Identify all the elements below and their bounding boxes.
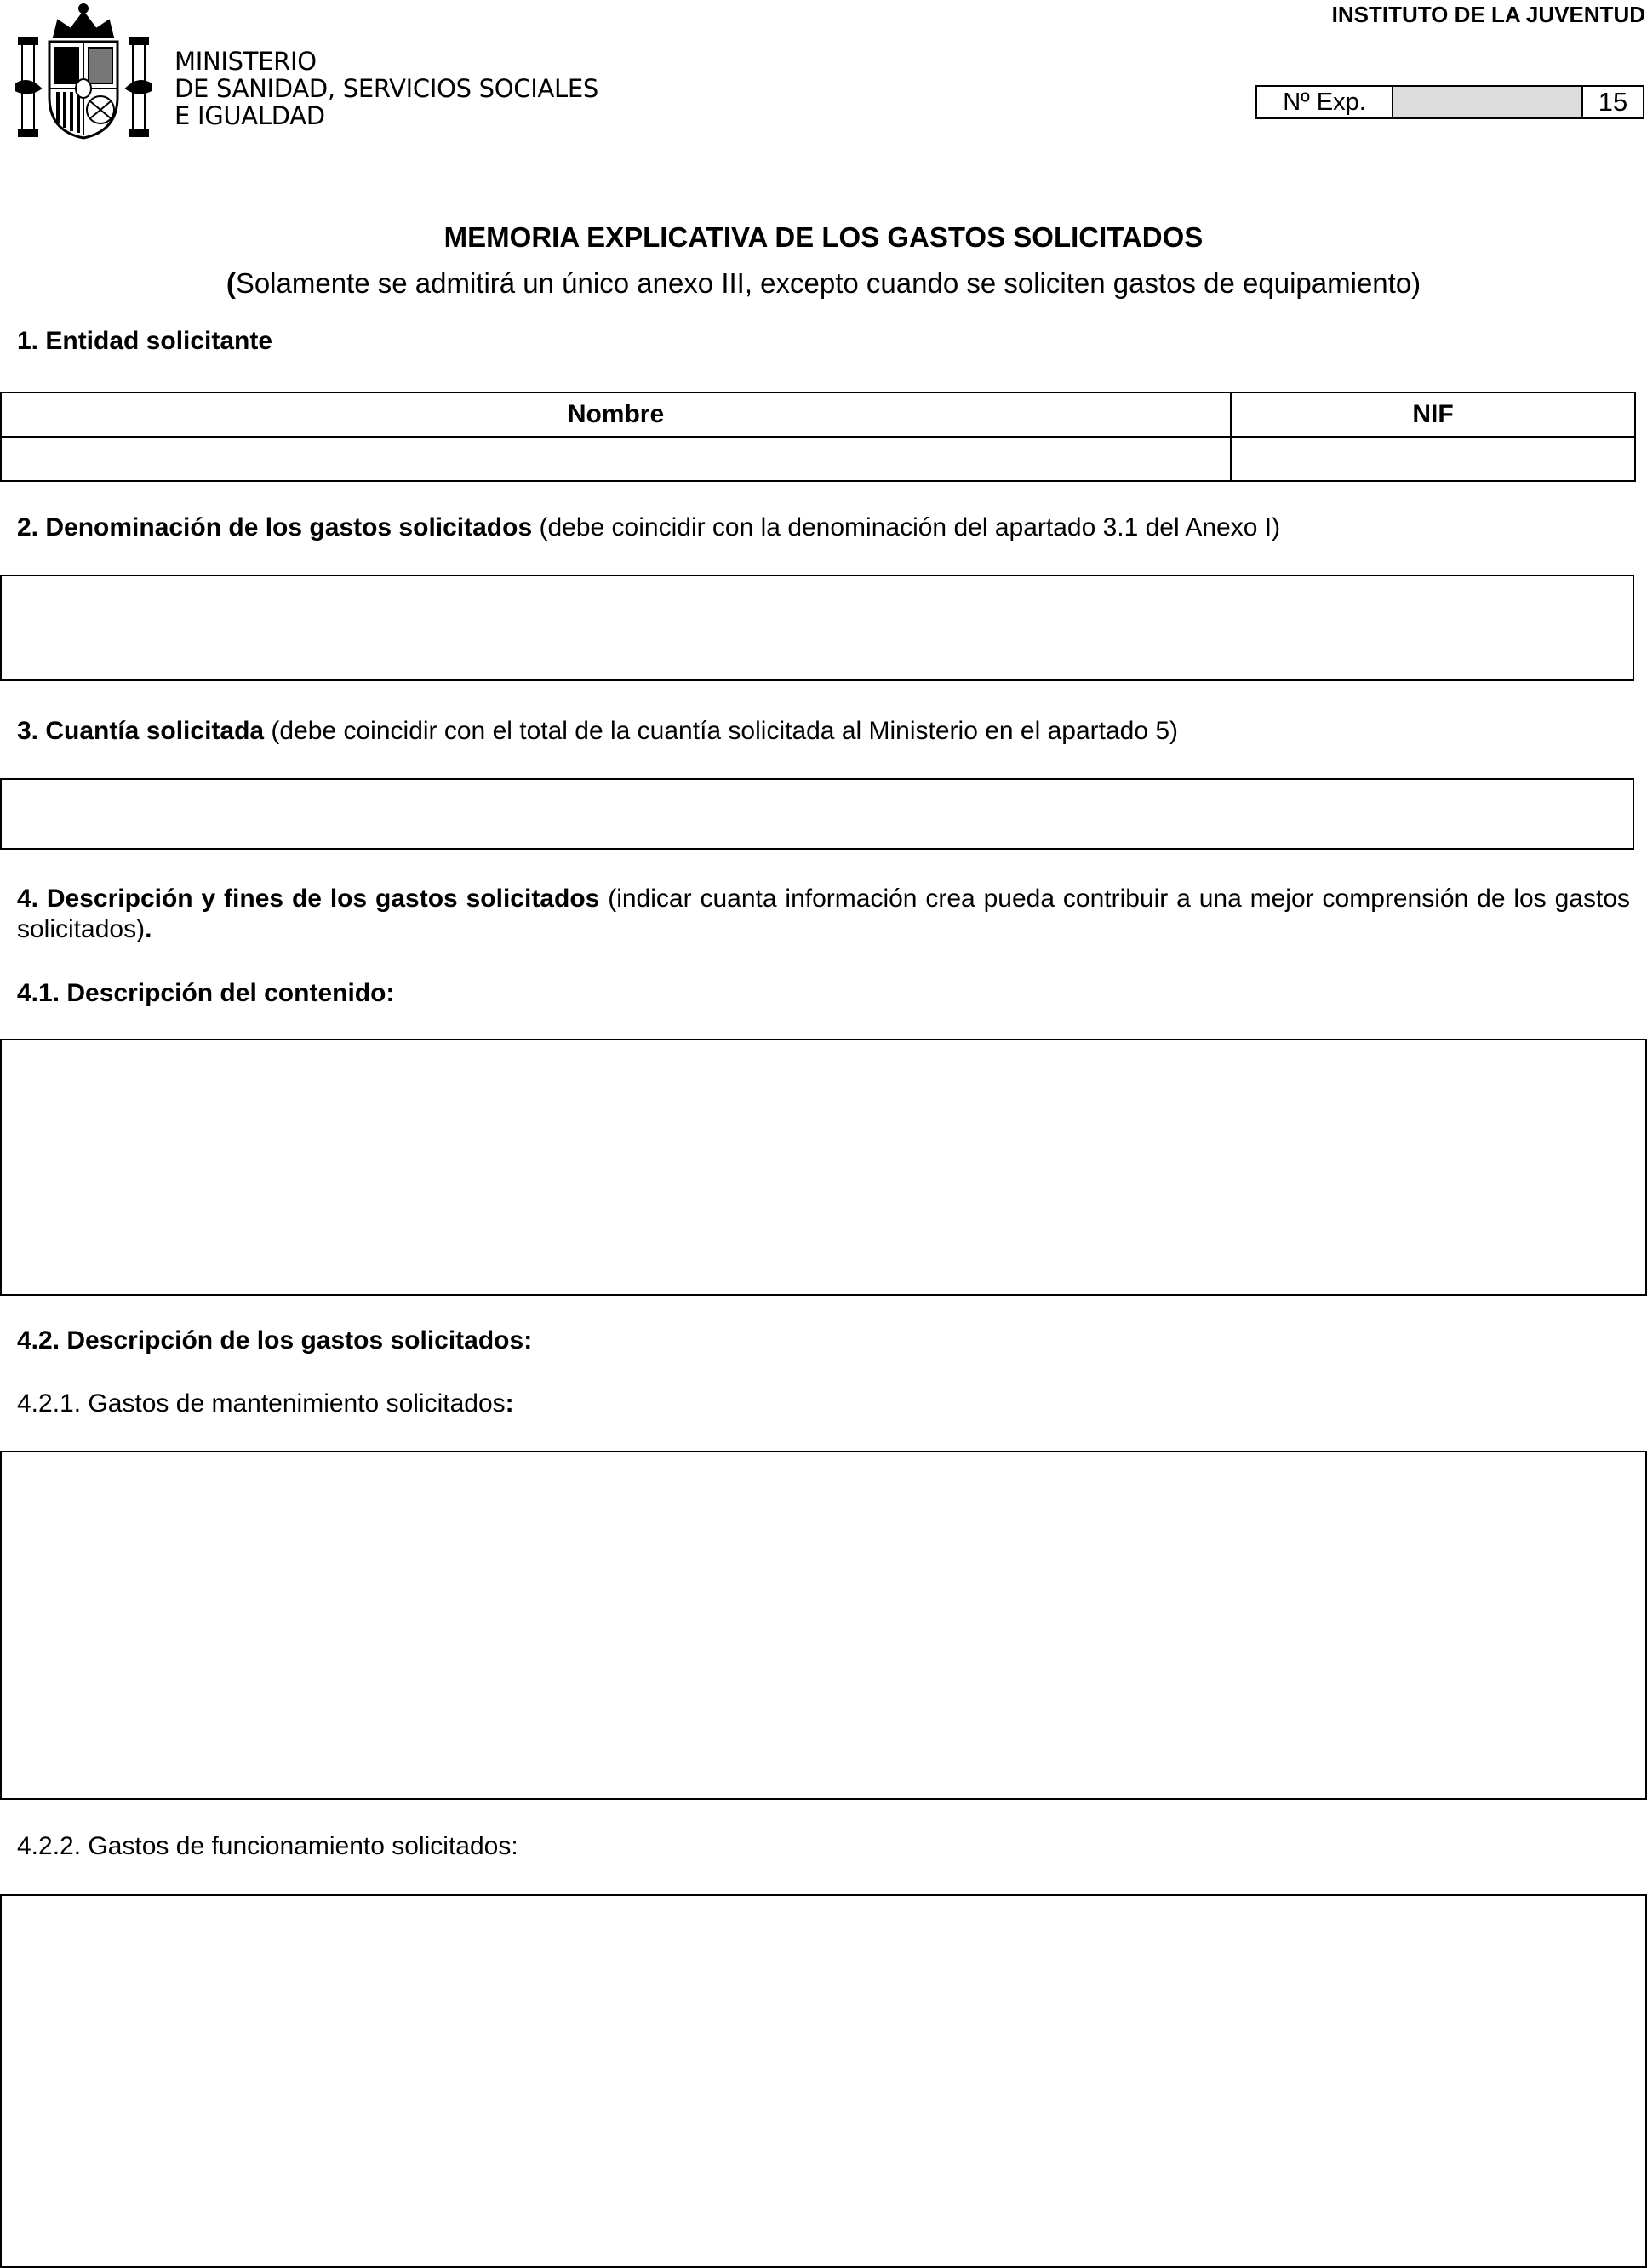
- section-3-title: 3. Cuantía solicitada (debe coincidir con el total de la cuantía solicitada al Ministerio en el apartado 5): [17, 717, 1179, 745]
- expedient-number-box: [1255, 85, 1644, 119]
- institute-name: INSTITUTO DE LA JUVENTUD: [1331, 2, 1645, 27]
- entity-nif-field[interactable]: [1231, 437, 1635, 481]
- section-4-2-title: 4.2. Descripción de los gastos solicitados:: [17, 1326, 533, 1354]
- column-header-nif: NIF: [1231, 392, 1635, 437]
- exp-label: Nº Exp.: [1257, 87, 1393, 117]
- requested-amount-field[interactable]: [0, 778, 1634, 850]
- subtitle-open-paren: (: [226, 267, 236, 299]
- ministry-name-line: DE SANIDAD, SERVICIOS SOCIALES: [174, 74, 599, 103]
- entity-table: [0, 392, 1636, 482]
- document-subtitle: [0, 267, 1647, 300]
- subtitle-text: Solamente se admitirá un único anexo III, excepto cuando se soliciten gastos de equipamiento): [235, 267, 1421, 299]
- ministry-name: [174, 48, 598, 129]
- column-header-name: Nombre: [1, 392, 1231, 437]
- section-4-1-title: 4.1. Descripción del contenido:: [17, 979, 395, 1007]
- document-title: MEMORIA EXPLICATIVA DE LOS GASTOS SOLICITADOS: [443, 221, 1204, 253]
- entity-name-field[interactable]: [1, 437, 1231, 481]
- section-4-2-1-title: 4.2.1. Gastos de mantenimiento solicitados:: [17, 1389, 514, 1418]
- section-2-title: 2. Denominación de los gastos solicitados (debe coincidir con la denominación del apartado 3.1 del Anexo I): [17, 513, 1281, 541]
- exp-value-field[interactable]: [1393, 87, 1583, 117]
- maintenance-expenses-field[interactable]: [0, 1451, 1647, 1800]
- content-description-field[interactable]: [0, 1039, 1647, 1296]
- section-4-2-2-title: 4.2.2. Gastos de funcionamiento solicitados:: [17, 1832, 518, 1860]
- operating-expenses-field[interactable]: [0, 1894, 1647, 2268]
- section-1-title: 1. Entidad solicitante: [17, 327, 273, 355]
- ministry-name-line: E IGUALDAD: [174, 101, 325, 130]
- ministry-name-line: MINISTERIO: [174, 47, 317, 76]
- exp-number: 15: [1598, 87, 1628, 117]
- section-4-title: 4. Descripción y fines de los gastos solicitados (indicar cuanta información crea pueda contribuir a una mejor comprensión de los gastos solicitados).: [17, 885, 1631, 943]
- expense-name-field[interactable]: [0, 575, 1634, 681]
- coat-of-arms-logo: [15, 3, 152, 140]
